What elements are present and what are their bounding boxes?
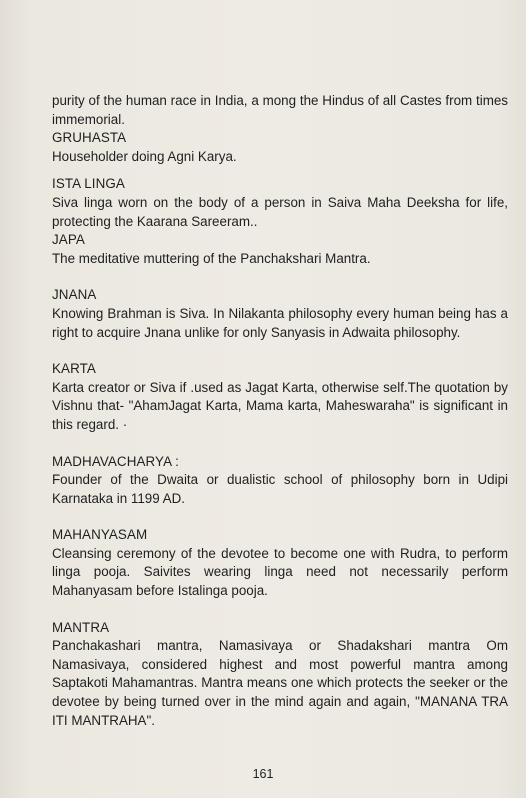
entry-definition: Knowing Brahman is Siva. In Nilakanta philosophy every human being has a right to acquire Jnana unlike for only Sanyasis in Adwaita philosophy. xyxy=(52,305,508,340)
glossary-content xyxy=(52,92,508,730)
entry-heading: JAPA xyxy=(52,232,85,248)
entry-karta xyxy=(52,360,508,434)
entry-madhavacharya xyxy=(52,453,508,509)
entry-definition: Panchakashari mantra, Namasivaya or Shadakshari mantra Om Namasivaya, considered highest and most powerful mantra among Saptakoti Mahamantras. Mantra means one which protects the seeker or the devotee by being turned over in the mind again and again, "MANANA TRA ITI MANTRAHA". xyxy=(52,638,508,728)
entry-mantra xyxy=(52,619,508,731)
entry-heading: JNANA xyxy=(52,287,97,303)
entry-heading: KARTA xyxy=(52,361,96,377)
entry-definition: The meditative muttering of the Panchakshari Mantra. xyxy=(52,250,371,266)
entry-heading: MANTRA xyxy=(52,619,110,635)
entry-jnana xyxy=(52,286,508,342)
entry-definition: Karta creator or Siva if .used as Jagat Karta, otherwise self.The quotation by Vishnu that- "AhamJagat Karta, Mama karta, Maheswaraha" is significant in this regard. · xyxy=(52,379,508,432)
entry-japa xyxy=(52,231,508,268)
entry-definition: Householder doing Agni Karya. xyxy=(52,148,237,164)
entry-definition: Cleansing ceremony of the devotee to become one with Rudra, to perform linga pooja. Saivites wearing linga need not necessarily perform Mahanyasam before Istalinga pooja. xyxy=(52,545,508,599)
entry-heading: ISTA LINGA xyxy=(52,176,125,192)
entry-heading: GRUHASTA xyxy=(52,130,127,146)
entry-definition: Founder of the Dwaita or dualistic school of philosophy born in Udipi Karnataka in 1199 AD. xyxy=(52,472,508,506)
entry-heading: MADHAVACHARYA : xyxy=(52,453,180,469)
entry-mahanyasam xyxy=(52,526,508,600)
entry-heading: MAHANYASAM xyxy=(52,527,148,543)
entry-gruhasta xyxy=(52,129,508,166)
entry-ista-linga xyxy=(52,175,508,231)
entry-definition: Siva linga worn on the body of a person in Saiva Maha Deeksha for life, protecting the Kaarana Sareeram.. xyxy=(52,194,508,229)
intro-paragraph: purity of the human race in India, a mong the Hindus of all Castes from times immemorial. xyxy=(52,93,508,127)
page-number: 161 xyxy=(252,767,274,781)
